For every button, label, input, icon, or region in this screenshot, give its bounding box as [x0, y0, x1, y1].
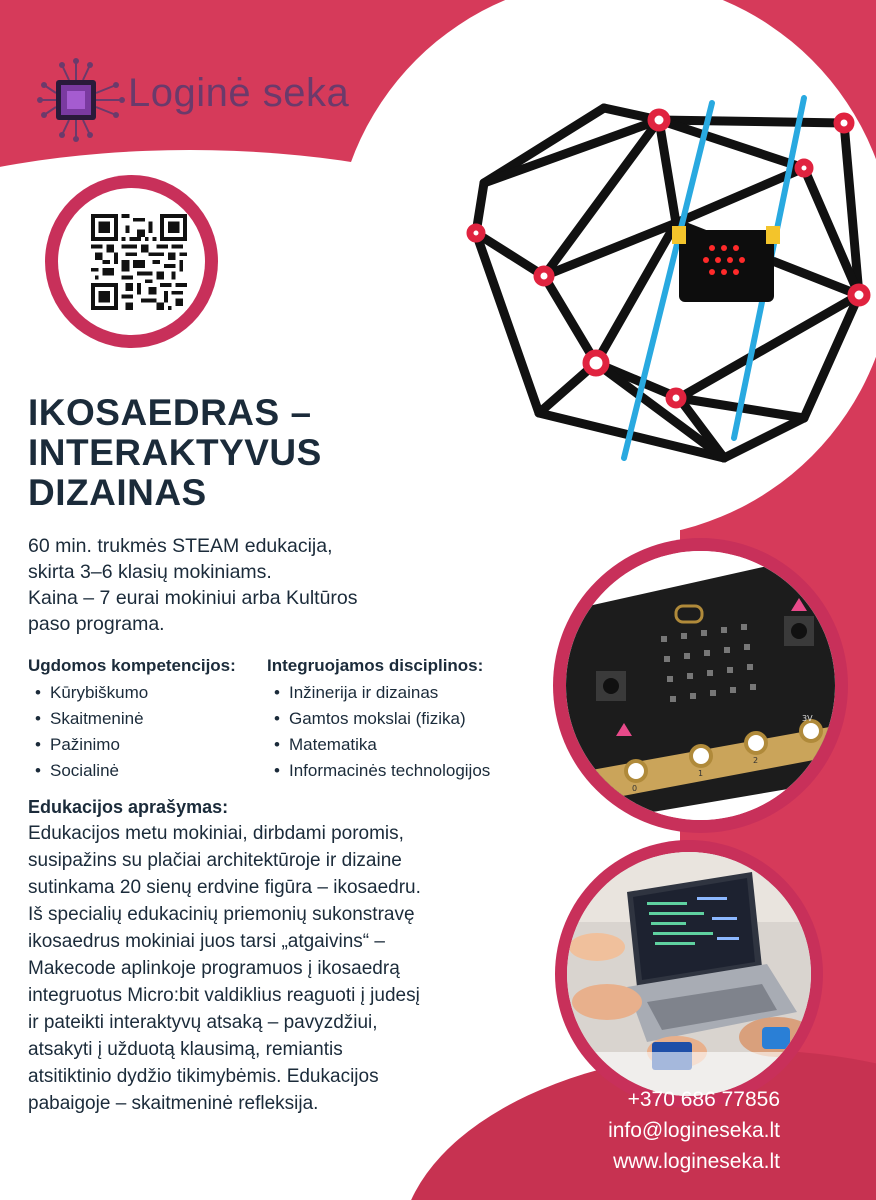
bullet-dot-icon: •	[35, 735, 41, 754]
list-item-label: Informacinės technologijos	[289, 761, 491, 780]
description-line: pabaigoje – skaitmeninė refleksija.	[28, 1093, 319, 1114]
brand-name: Loginė seka	[128, 71, 350, 115]
contact-info	[608, 1084, 780, 1177]
list-item	[28, 732, 258, 758]
list-item	[28, 680, 258, 706]
bullet-dot-icon: •	[274, 683, 280, 702]
description-line: susipažins su plačiai architektūroje ir dizaine	[28, 850, 402, 871]
description-heading: Edukacijos aprašymas:	[28, 797, 229, 817]
list-item	[267, 732, 557, 758]
description-line: Makecode aplinkoje programuos į ikosaedrą	[28, 958, 400, 979]
laptop-photo-frame	[555, 840, 823, 1108]
icosahedron-illustration	[334, 0, 876, 538]
list-item-label: Inžinerija ir dizainas	[289, 683, 439, 702]
contact-website[interactable]: www.logineseka.lt	[613, 1150, 780, 1173]
title-line: INTERAKTYVUS	[28, 432, 322, 473]
contact-phone[interactable]: +370 686 77856	[627, 1088, 780, 1111]
description-line: Iš specialių edukacinių priemonių sukonstravę	[28, 904, 415, 925]
list-item-label: Socialinė	[50, 761, 119, 780]
description-line: integruotus Micro:bit valdiklius reaguoti į judesį	[28, 985, 420, 1006]
description-line: atsitiktinio dydžio tikimybėmis. Edukacijos	[28, 1066, 379, 1087]
qr-code[interactable]	[91, 214, 187, 310]
contact-email[interactable]: info@logineseka.lt	[608, 1119, 780, 1142]
title-line: DIZAINAS	[28, 472, 207, 513]
brand-logo[interactable]	[36, 55, 366, 145]
pin-label-0: 0	[632, 784, 638, 793]
bullet-dot-icon: •	[35, 761, 41, 780]
list-item-label: Skaitmeninė	[50, 709, 144, 728]
intro-line: skirta 3–6 klasių mokiniams.	[28, 561, 272, 583]
intro-line: paso programa.	[28, 613, 165, 635]
disciplines-section	[267, 655, 557, 784]
students-laptop-illustration	[567, 852, 811, 1096]
qr-code-inner	[58, 188, 205, 335]
description-line: atsakyti į užduotą klausimą, remiantis	[28, 1039, 343, 1060]
list-item-label: Matematika	[289, 735, 377, 754]
list-item-label: Gamtos mokslai (fizika)	[289, 709, 466, 728]
pin-label-2: 2	[753, 756, 759, 765]
page-title	[28, 393, 388, 513]
bullet-dot-icon: •	[274, 709, 280, 728]
icosahedron-photo	[334, 0, 876, 538]
list-item	[28, 758, 258, 784]
bullet-dot-icon: •	[35, 709, 41, 728]
pin-label-3v: 3V	[802, 714, 813, 723]
microbit-photo-frame	[553, 538, 848, 833]
microbit-photo	[566, 551, 835, 820]
pin-label-1: 1	[698, 769, 704, 778]
intro-line: Kaina – 7 eurai mokiniui arba Kultūros	[28, 587, 358, 609]
bullet-dot-icon: •	[274, 735, 280, 754]
description-line: ikosaedrus mokiniai juos tarsi „atgaivins“ –	[28, 931, 385, 952]
laptop-photo	[567, 852, 811, 1096]
bullet-dot-icon: •	[274, 761, 280, 780]
description-line: ir pateikti interaktyvų atsaką – pavyzdžiui,	[28, 1012, 378, 1033]
bullet-dot-icon: •	[35, 683, 41, 702]
microbit-board-illustration	[566, 551, 835, 820]
list-item	[28, 706, 258, 732]
competencies-list	[28, 680, 258, 784]
intro-line: 60 min. trukmės STEAM edukacija,	[28, 535, 333, 557]
description-line: Edukacijos metu mokiniai, dirbdami poromis,	[28, 823, 404, 844]
qr-code-frame	[45, 175, 218, 348]
intro-text	[28, 533, 408, 637]
list-item	[267, 706, 557, 732]
description-text	[28, 820, 548, 1117]
competencies-heading: Ugdomos kompetencijos:	[28, 656, 236, 675]
list-item	[267, 758, 557, 784]
disciplines-heading: Integruojamos disciplinos:	[267, 656, 484, 675]
disciplines-list	[267, 680, 557, 784]
list-item	[267, 680, 557, 706]
title-line: IKOSAEDRAS –	[28, 392, 312, 433]
competencies-section	[28, 655, 258, 784]
list-item-label: Kūrybiškumo	[50, 683, 149, 702]
description-line: sutinkama 20 sienų erdvine figūra – ikosaedru.	[28, 877, 421, 898]
list-item-label: Pažinimo	[50, 735, 120, 754]
chip-circuit-icon	[36, 55, 126, 145]
